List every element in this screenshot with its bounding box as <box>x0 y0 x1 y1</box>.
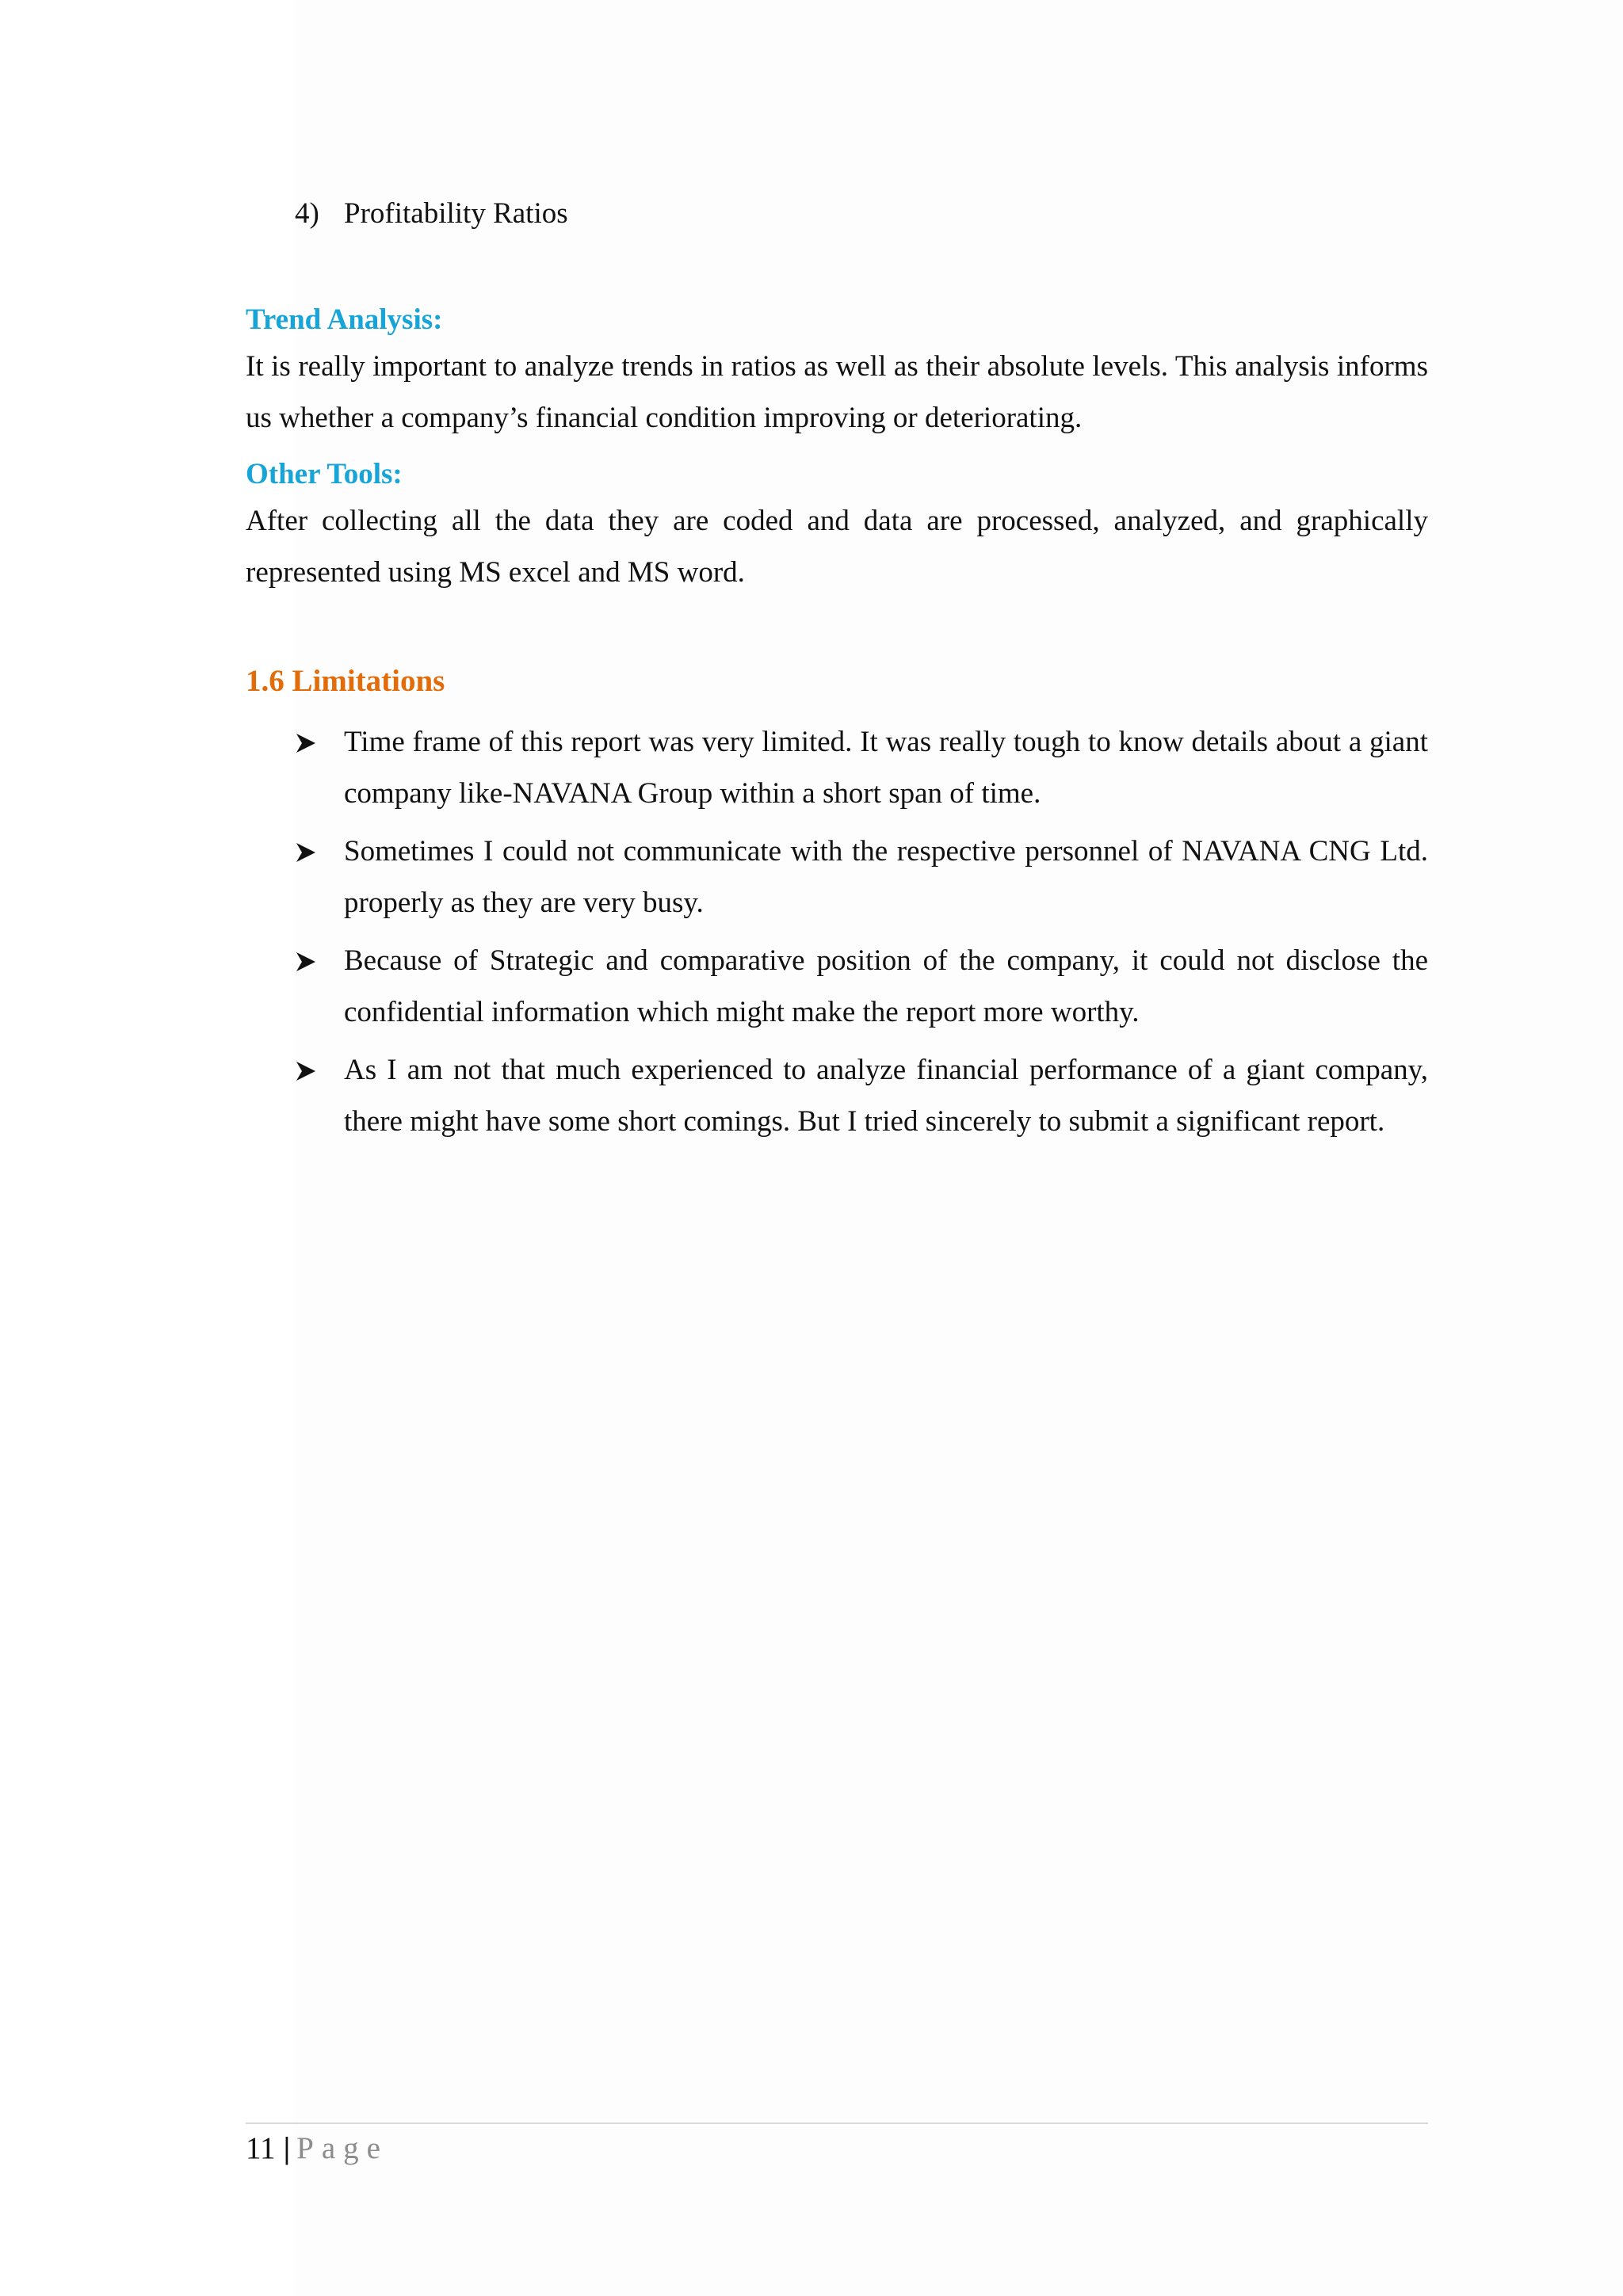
footer-divider <box>246 2122 1428 2124</box>
list-item <box>295 935 1428 1038</box>
page-label: Page <box>296 2131 388 2165</box>
list-item <box>295 1044 1428 1147</box>
trend-analysis-heading: Trend Analysis: <box>246 303 443 336</box>
trend-analysis-paragraph: It is really important to analyze trends in ratios as well as their absolute levels. This analysis informs us whether a company’s financial condition improving or deteriorating. <box>246 350 1428 434</box>
limitation-text: Time frame of this report was very limited. It was really tough to know details about a giant company like-NAVANA Group within a short span of time. <box>344 726 1428 810</box>
footer-separator: | <box>283 2131 291 2165</box>
limitation-text: As I am not that much experienced to analyze financial performance of a giant company, there might have some short comings. But I tried sincerely to submit a significant report. <box>344 1054 1428 1138</box>
arrowhead-bullet-icon <box>295 1060 317 1082</box>
list-item <box>295 826 1428 929</box>
list-item-text: Profitability Ratios <box>344 197 568 230</box>
numbered-list-item <box>295 195 568 233</box>
limitation-text: Because of Strategic and comparative position of the company, it could not disclose the confidential information which might make the report more worthy. <box>344 944 1428 1028</box>
page-footer <box>246 2128 388 2169</box>
other-tools-heading: Other Tools: <box>246 458 403 490</box>
other-tools-paragraph: After collecting all the data they are coded and data are processed, analyzed, and graphically represented using MS excel and MS word. <box>246 505 1428 589</box>
arrowhead-bullet-icon <box>295 951 317 973</box>
list-item <box>295 716 1428 819</box>
arrowhead-bullet-icon <box>295 732 317 754</box>
page-number: 11 <box>246 2131 276 2165</box>
limitations-list <box>295 716 1428 1154</box>
limitations-section-title: 1.6 Limitations <box>246 664 445 698</box>
arrowhead-bullet-icon <box>295 841 317 864</box>
limitation-text: Sometimes I could not communicate with the respective personnel of NAVANA CNG Ltd. properly as they are very busy. <box>344 835 1428 919</box>
list-item-number: 4) <box>295 197 319 230</box>
